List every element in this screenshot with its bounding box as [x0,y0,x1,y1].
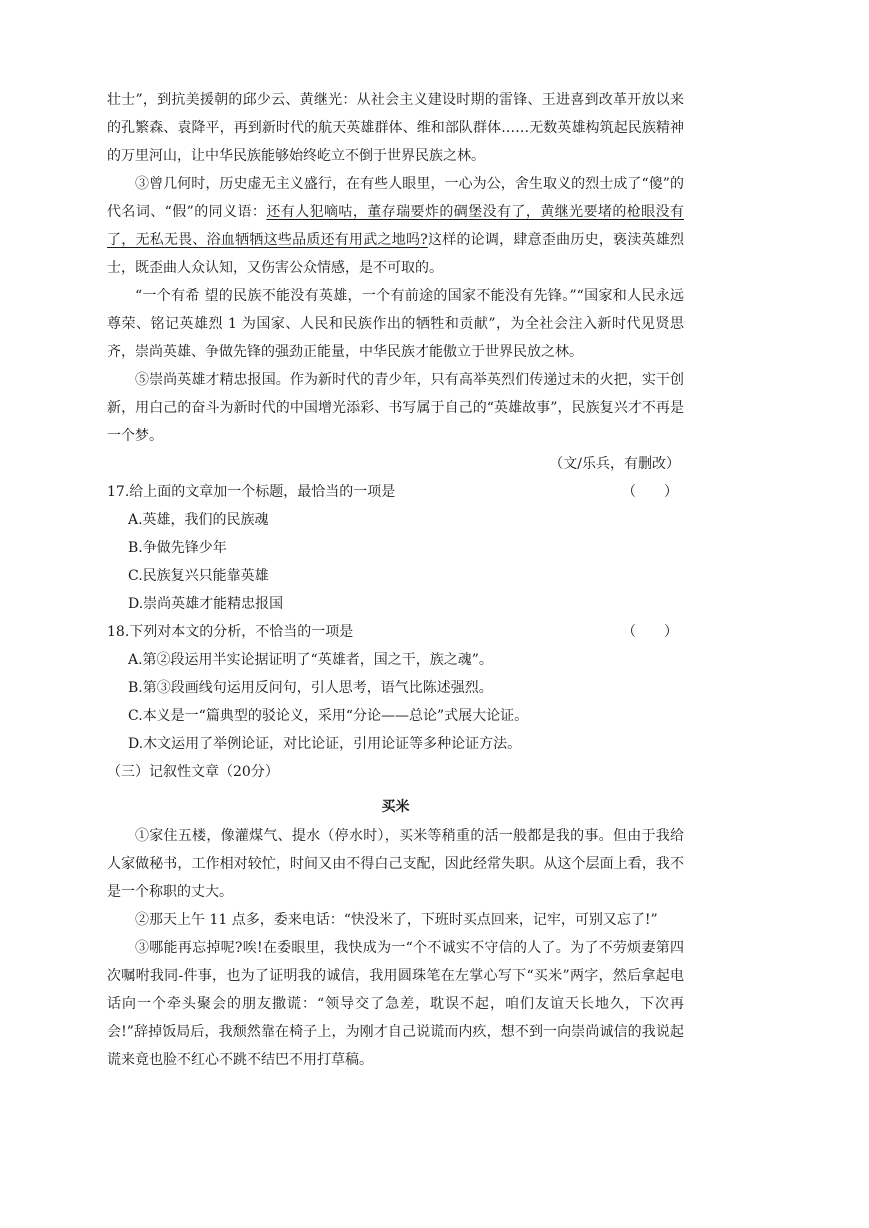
question-18-option-a: A.第②段运用半实论据证明了“英雄者，国之干，族之魂”。 [128,652,493,668]
question-18-option-c: C.本义是一“篇典型的驳论义，采用“分论——总论”式展大论证。 [128,708,529,724]
passage1-continued-paragraph: 壮士”，到抗美援朝的邱少云、黄继光：从社会主义建设时期的雷锋、王进喜到改革开放以来的孔繁森、袁降平，再到新时代的航天英雄群体、维和部队群体……无数英雄构筑起民族精神的万里河山，让中华民族能够始终屹立不倒于世界民族之林。 [107,92,684,164]
question-17-option-c: C.民族复兴只能靠英雄 [128,568,269,584]
passage2-paragraph-3: ③哪能再忘掉呢?唉!在委眼里，我快成为一“个不诚实不守信的人了。为了不劳烦妻第四次嘱咐我同-件事，也为了证明我的诚信，我用圆珠笔在左掌心写下“买米”两字，然后拿起电话向一个牵头聚会的朋友撒谎：“领导交了急差，耽误不起，咱们友谊天长地久，下次再会!”辞掉饭局后，我颓然靠在椅子上，为刚才自己说谎而内疚，想不到一向崇尚诚信的我说起谎来竟也脸不红心不跳不结巴不用打草稿。 [107,940,684,1068]
question-18 [107,618,684,646]
exam-page [107,86,684,1074]
question-17-answer-bracket: （ ） [622,484,678,500]
question-17-stem: 17.给上面的文章加一个标题，最恰当的一项是 [107,484,396,500]
question-18-answer-bracket: （ ） [622,624,678,640]
passage2-title: 买米 [381,799,410,815]
question-17 [107,478,684,506]
passage1-source: （文/乐兵，有删改） [549,456,680,472]
passage2-paragraph-1: ①家住五楼，像灌煤气、提水（停水时），买米等稍重的活一般都是我的事。但由于我给人家做秘书，工作相对较忙，时间又由不得白己支配，因此经常失职。从这个层面上看，我不是一个称职的丈大。 [107,828,684,900]
passage1-paragraph-5: ⑤崇尚英雄才精忠报国。作为新时代的青少年，只有高举英烈们传递过未的火把，实干创新，用白己的奋斗为新时代的中国增光添彩、书写属于自己的“英雄故事”，民族复兴才不再是一个梦。 [107,372,684,444]
p3-underlined-sentence: 还有人犯嘀咕，董存瑞要炸的碉堡没有了，黄继光要堵的枪眼没有了，无私无畏、浴血牺牺这些品质还有用武之地吗? [107,204,684,248]
passage1-paragraph-3 [107,170,684,282]
section-3-heading: （三）记叙性文章（20分） [107,764,279,780]
question-17-option-d: D.崇尚英雄才能精忠报国 [128,596,284,612]
question-18-option-d: D.木文运用了举例论证，对比论证，引用论证等多种论证方法。 [128,736,522,752]
passage1-paragraph-4: “一个有希 望的民族不能没有英雄，一个有前途的国家不能没有先锋。”“国家和人民永远尊荣、铭记英雄烈 1 为国家、人民和民族作出的牺牲和贡献”，为全社会注入新时代见贤思齐，崇尚英雄、争做先锋的强劲正能量，中华民族才能傲立于世界民放之林。 [107,288,684,360]
question-17-option-b: B.争做先锋少年 [128,540,227,556]
p3-start-text: ③曾几何时，历史虚无主义盛行，在有些人眼里，一心为公，舍生取义的烈士成了“傻”的代名词、“假”的同义语： [107,176,684,220]
question-18-stem: 18.下列对本文的分析，不恰当的一项是 [107,624,354,640]
question-18-option-b: B.第③段画线句运用反问句，引人思考，语气比陈述强烈。 [128,680,493,696]
p3-end-text: 这样的论调，肆意歪曲历史，亵渎英雄烈士，既歪曲人众认知，又伤害公众情感，是不可取的。 [107,232,685,276]
passage2-paragraph-2: ②那天上午 11 点多，委来电话：“快没米了，下班时买点回来，记牢，可别又忘了!” [135,912,658,928]
question-17-option-a: A.英雄，我们的民族魂 [128,512,269,528]
